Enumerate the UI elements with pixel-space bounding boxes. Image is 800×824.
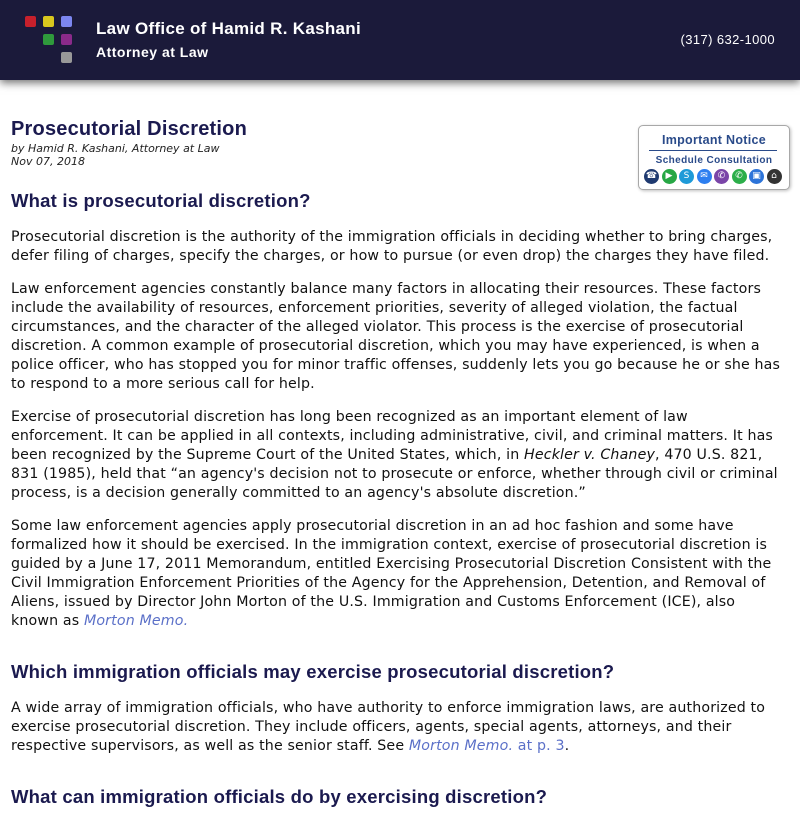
article-byline: by Hamid R. Kashani, Attorney at Law [11,142,220,155]
paragraph-text: , 470 U.S. 821, 831 (1985), held that “an agency's decision not to prosecute or enforce, whether through civil or criminal process, is a decision generally committed to an agency's absolute discretion.” [11,447,778,501]
article [11,118,781,824]
important-notice-box [638,125,790,190]
morton-memo-link[interactable]: Morton Memo. [83,613,189,629]
viber-icon[interactable]: ✆ [714,169,729,184]
paragraph [11,517,781,631]
case-name: Heckler v. Chaney [524,447,655,463]
notice-divider [649,150,777,151]
page-reference-link[interactable]: at p. 3 [513,738,565,754]
paragraph-text: Exercise of prosecutorial discretion has long been recognized as an important element of law enforcement. It can be applied in all contexts, including administrative, civil, and criminal matters. It has been recognized by the Supreme Court of the United States, which, in [11,409,773,463]
logo-square [61,16,72,27]
paragraph [11,408,781,503]
whatsapp-icon[interactable]: ✆ [732,169,747,184]
paragraph: Prosecutorial discretion is the authority of the immigration officials in deciding whether to bring charges, defer filing of charges, specify the charges, or how to pursue (or even drop) the charges they have filed. [11,229,773,264]
schedule-consultation-link[interactable]: Schedule Consultation [655,155,773,166]
morton-memo-link[interactable]: Morton Memo. [408,738,514,754]
paragraph-text: Some law enforcement agencies apply prosecutorial discretion in an ad hoc fashion and some have formalized how it should be exercised. In the immigration context, exercise of prosecutorial discretion is guided by a June 17, 2011 Memorandum, entitled Exercising Prosecutorial Discretion Consistent with the Civil Immigration Enforcement Priorities of the Agency for the Apprehension, Detention, and Removal of Aliens, issued by Director John Morton of the U.S. Immigration and Customs Enforcement (ICE), also known as [11,518,772,629]
phone-icon[interactable]: ☎ [644,169,659,184]
section-heading: What is prosecutorial discretion? [11,190,311,211]
logo-square [43,34,54,45]
logo-square [61,34,72,45]
important-notice-link[interactable]: Important Notice [661,133,767,147]
skype-icon[interactable]: S [679,169,694,184]
contact-icons [644,169,786,185]
section-heading: Which immigration officials may exercise prosecutorial discretion? [11,661,615,682]
paragraph: Law enforcement agencies constantly balance many factors in allocating their resources. These factors include the availability of resources, enforcement priorities, severity of alleged violation, the factual circumstances, and the character of the alleged violator. This process is the exercise of prosecutorial discretion. A common example of prosecutorial discretion, which you may have experienced, is when a police officer, who has stopped you for minor traffic offenses, suddenly lets you go because he or she has to respond to a more serious call for help. [11,281,781,392]
messenger-icon[interactable]: ✉ [697,169,712,184]
logo-square [61,52,72,63]
zoom-icon[interactable]: ▣ [749,169,764,184]
phone-number[interactable]: (317) 632-1000 [680,32,775,47]
firm-name[interactable]: Law Office of Hamid R. Kashani [96,19,361,38]
facetime-icon[interactable]: ▶ [662,169,677,184]
paragraph [11,699,781,756]
paragraph-text: A wide array of immigration officials, who have authority to enforce immigration laws, are authorized to exercise prosecutorial discretion. They include officers, agents, special agents, attorneys, and their respective supervisors, as well as the senior staff. See [11,700,766,754]
site-header [0,0,800,80]
article-title: Prosecutorial Discretion [11,118,247,140]
office-icon[interactable]: ⌂ [767,169,782,184]
logo[interactable] [25,16,73,66]
paragraph-text: . [564,738,570,754]
logo-square [43,16,54,27]
section-heading: What can immigration officials do by exercising discretion? [11,786,548,807]
article-date: Nov 07, 2018 [11,155,85,168]
firm-subtitle: Attorney at Law [96,44,209,60]
logo-square [25,16,36,27]
